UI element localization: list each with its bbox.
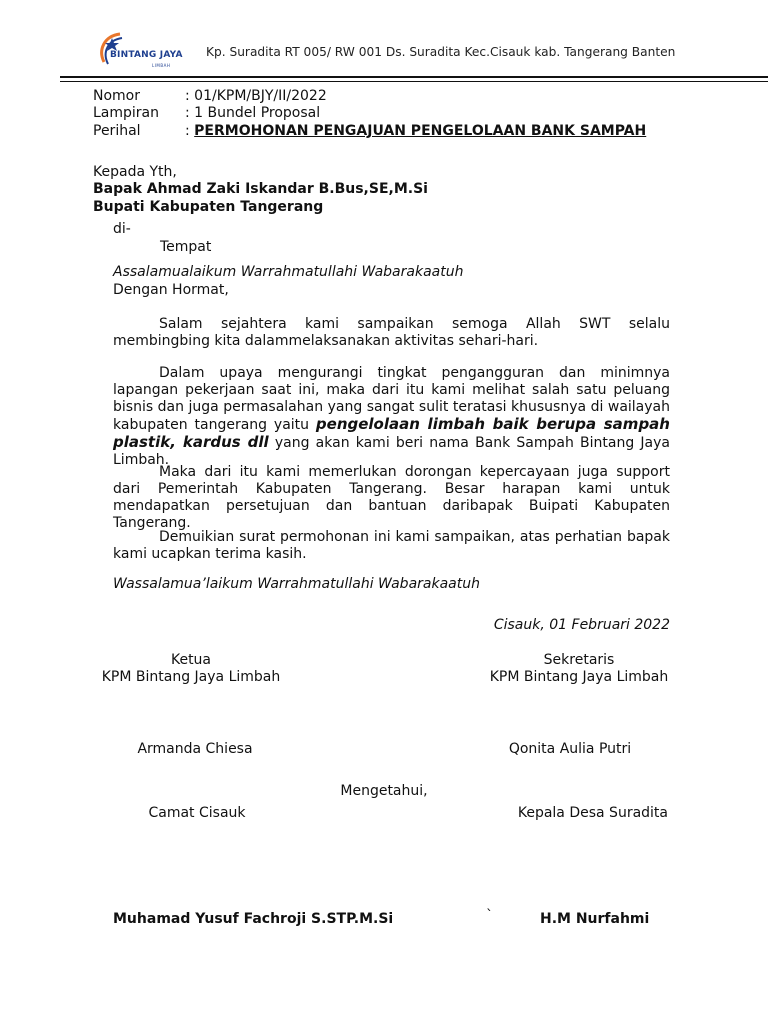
header-divider-thin: [60, 81, 768, 82]
opening-salam: Assalamualaikum Warrahmatullahi Wabarakaatuh: [113, 264, 464, 280]
letterhead-address: Kp. Suradita RT 005/ RW 001 Ds. Suradita Kec.Cisauk kab. Tangerang Banten: [206, 45, 676, 59]
closing-salam: Wassalamua’laikum Warrahmatullahi Wabarakaatuh: [113, 576, 480, 592]
sekretaris-org: KPM Bintang Jaya Limbah: [489, 669, 669, 685]
recipient-di: di-: [113, 221, 131, 237]
mengetahui-label: Mengetahui,: [340, 783, 428, 799]
stray-mark: `: [486, 908, 493, 924]
paragraph-3-text: Maka dari itu kami memerlukan dorongan kepercayaan juga support dari Pemerintah Kabupaten Tangerang. Besar harapan kami untuk mendapatkan persetujuan dan bantuan daribapak Buipati Kabupaten Tangerang.: [113, 464, 670, 531]
perihal-label: Perihal: [93, 123, 141, 139]
recipient-position: Bupati Kabupaten Tangerang: [93, 199, 324, 215]
logo-text: BINTANG JAYA: [110, 50, 183, 60]
nomor-value: : 01/KPM/BJY/II/2022: [185, 88, 327, 104]
recipient-name: Bapak Ahmad Zaki Iskandar B.Bus,SE,M.Si: [93, 181, 428, 197]
kades-name: H.M Nurfahmi: [540, 911, 650, 927]
paragraph-4-text: Demuikian surat permohonan ini kami sampaikan, atas perhatian bapak kami ucapkan terima kasih.: [113, 529, 670, 562]
sekretaris-name: Qonita Aulia Putri: [508, 741, 632, 757]
paragraph-1: [113, 316, 670, 350]
paragraph-2: [113, 365, 670, 469]
ketua-org: KPM Bintang Jaya Limbah: [101, 669, 281, 685]
recipient-greeting: Kepada Yth,: [93, 164, 177, 180]
paragraph-4: [113, 529, 670, 563]
perihal-prefix: :: [185, 123, 195, 139]
camat-title: Camat Cisauk: [148, 805, 246, 821]
logo-subtext: LIMBAH: [152, 63, 171, 68]
perihal-value: [185, 123, 646, 139]
nomor-label: Nomor: [93, 88, 140, 104]
paragraph-2-highlight: pengelolaan limbah baik berupa sampah plastik, kardus dll: [113, 415, 670, 451]
sekretaris-title: Sekretaris: [543, 652, 615, 668]
ketua-name: Armanda Chiesa: [137, 741, 253, 757]
header-divider-thick: [60, 76, 768, 78]
lampiran-value: : 1 Bundel Proposal: [185, 105, 321, 121]
letter-subject: PERMOHONAN PENGAJUAN PENGELOLAAN BANK SAMPAH: [194, 123, 647, 139]
place-date: Cisauk, 01 Februari 2022: [493, 617, 670, 633]
lampiran-label: Lampiran: [93, 105, 160, 121]
camat-name: Muhamad Yusuf Fachroji S.STP.M.Si: [113, 911, 394, 927]
paragraph-2-text-end: yang akan kami beri nama Bank Sampah Bintang Jaya Limbah.: [113, 435, 670, 468]
opening-hormat: Dengan Hormat,: [113, 282, 229, 298]
ketua-title: Ketua: [170, 652, 212, 668]
recipient-place: Tempat: [160, 239, 212, 255]
kades-title: Kepala Desa Suradita: [517, 805, 668, 821]
paragraph-1-text: Salam sejahtera kami sampaikan semoga Allah SWT selalu membingbing kita dalammelaksanakan aktivitas sehari-hari.: [113, 316, 670, 349]
paragraph-3: [113, 464, 670, 532]
paragraph-2-text: Dalam upaya mengurangi tingkat pengangguran dan minimnya lapangan pekerjaan saat ini, maka dari itu kami melihat salah satu peluang bisnis dan juga permasalahan yang sangat sulit teratasi khususnya di wailayah kabupaten tangerang yaitu: [113, 365, 670, 433]
organization-logo: [90, 28, 186, 76]
